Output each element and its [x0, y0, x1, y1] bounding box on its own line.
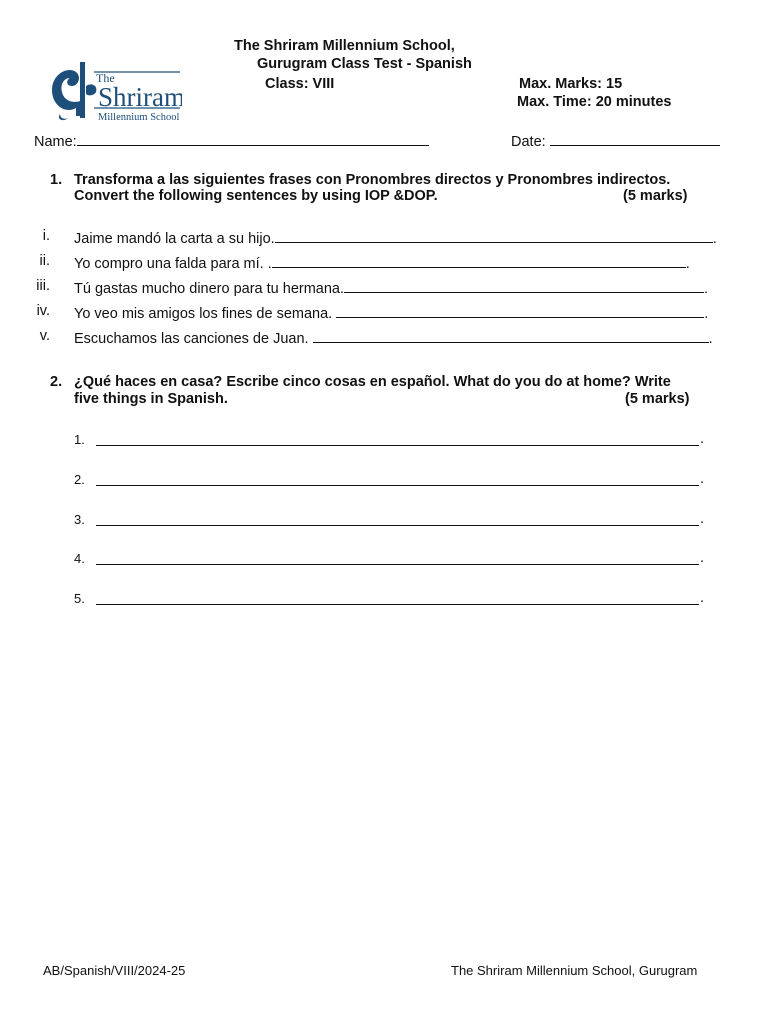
- answer-blank[interactable]: [336, 303, 704, 318]
- q2-instruction-line2: five things in Spanish.: [74, 391, 228, 407]
- date-label: Date:: [511, 134, 546, 150]
- school-title: The Shriram Millennium School,: [234, 38, 455, 54]
- line-period: .: [700, 431, 705, 447]
- q1-item-text: Yo veo mis amigos los fines de semana. .: [74, 303, 708, 322]
- q2-line-number: 5.: [74, 591, 85, 606]
- max-time: Max. Time: 20 minutes: [517, 94, 672, 110]
- class-label: Class: VIII: [265, 76, 335, 92]
- q1-item-number: iii.: [36, 278, 50, 294]
- q1-item-number: v.: [39, 328, 50, 344]
- logo-the: The: [96, 71, 115, 85]
- line-period: .: [700, 590, 705, 606]
- name-label: Name:: [34, 134, 77, 150]
- q1-item-text: Yo compro una falda para mí. . .: [74, 253, 690, 272]
- footer-school: The Shriram Millennium School, Gurugram: [451, 963, 698, 978]
- q1-instruction: Transforma a las siguientes frases con Pronombres directos y Pronombres indirectos.: [74, 172, 671, 188]
- answer-blank[interactable]: [272, 253, 686, 268]
- q1-instruction-english: Convert the following sentences by using IOP &DOP.: [74, 188, 438, 204]
- max-marks: Max. Marks: 15: [519, 76, 623, 92]
- date-blank[interactable]: [550, 131, 720, 146]
- answer-line[interactable]: [96, 511, 699, 526]
- q2-line-number: 3.: [74, 512, 85, 527]
- q1-marks: (5 marks): [623, 188, 688, 204]
- q1-item-number: iv.: [36, 303, 50, 319]
- name-blank[interactable]: [77, 131, 429, 146]
- q2-marks: (5 marks): [625, 391, 690, 407]
- q2-instruction: ¿Qué haces en casa? Escribe cinco cosas en español. What do you do at home? Write: [74, 374, 671, 390]
- q1-item-number: i.: [42, 228, 50, 244]
- q2-line-number: 1.: [74, 432, 85, 447]
- answer-blank[interactable]: [344, 278, 704, 293]
- test-subtitle: Gurugram Class Test - Spanish: [257, 56, 472, 72]
- line-period: .: [700, 471, 705, 487]
- line-period: .: [700, 550, 705, 566]
- name-field[interactable]: [34, 131, 429, 150]
- logo-name: Shriram: [98, 82, 182, 112]
- answer-line[interactable]: [96, 471, 699, 486]
- footer-code: AB/Spanish/VIII/2024-25: [43, 963, 186, 978]
- date-field[interactable]: [511, 131, 720, 150]
- answer-line[interactable]: [96, 431, 699, 446]
- answer-line[interactable]: [96, 590, 699, 605]
- q1-item-text: Jaime mandó la carta a su hijo. .: [74, 228, 717, 247]
- q1-item-text: Escuchamos las canciones de Juan. .: [74, 328, 713, 347]
- answer-blank[interactable]: [275, 228, 713, 243]
- q2-line-number: 2.: [74, 472, 85, 487]
- q2-number: 2.: [50, 374, 63, 390]
- answer-line[interactable]: [96, 550, 699, 565]
- logo-sub: Millennium School: [98, 112, 180, 123]
- school-logo: [46, 60, 182, 124]
- q1-item-text: Tú gastas mucho dinero para tu hermana. .: [74, 278, 708, 297]
- line-period: .: [700, 511, 705, 527]
- q2-line-number: 4.: [74, 551, 85, 566]
- q1-number: 1.: [50, 172, 63, 188]
- answer-blank[interactable]: [313, 328, 709, 343]
- q1-item-number: ii.: [39, 253, 50, 269]
